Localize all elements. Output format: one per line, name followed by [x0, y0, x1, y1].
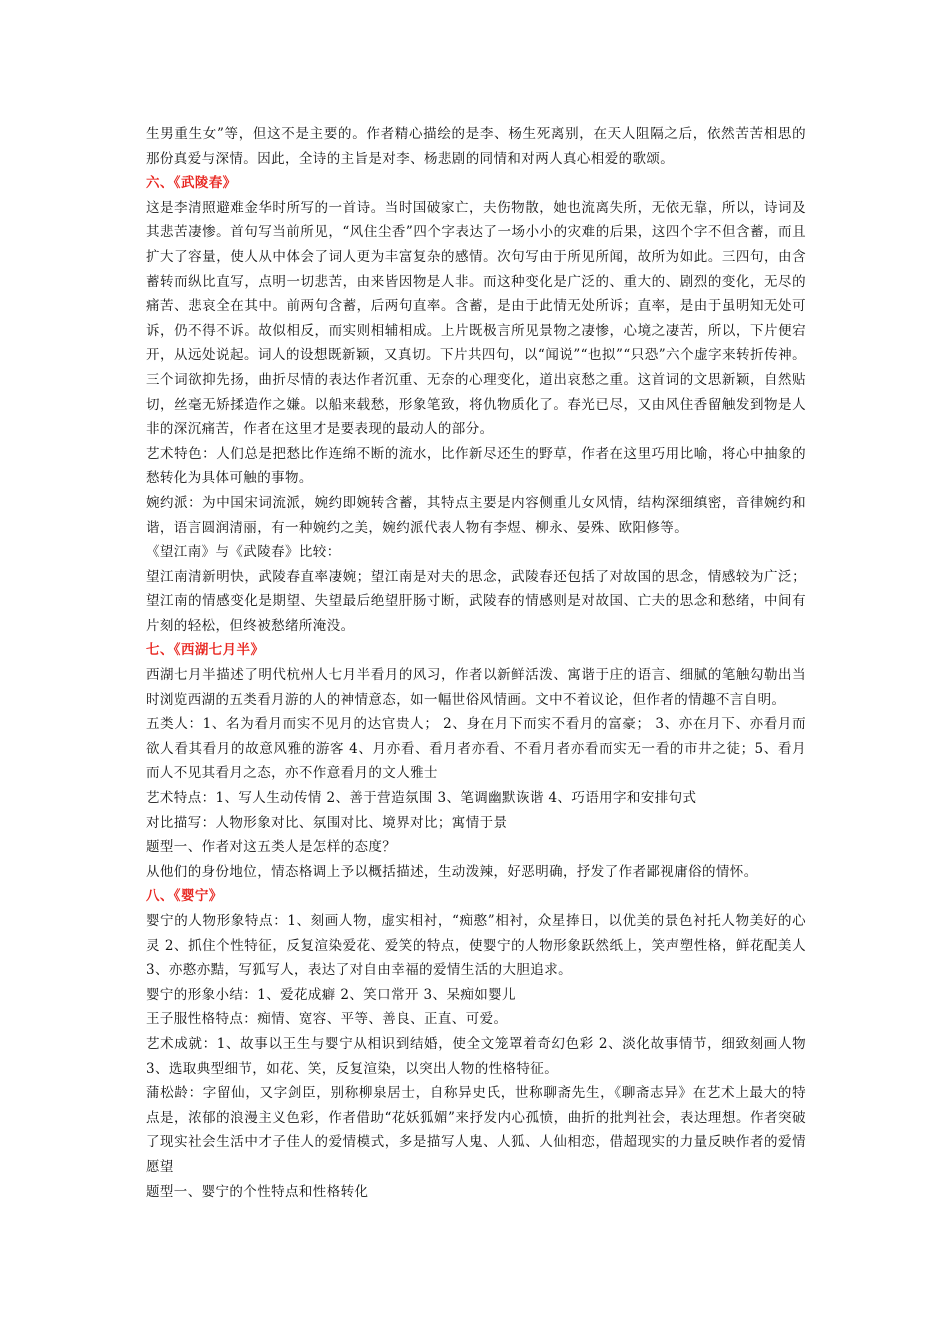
- section-7-paragraph-1: 西湖七月半描述了明代杭州人七月半看月的风习，作者以新鲜活泼、寓谐于庄的语言、细腻的笔触勾勒出当时浏览西湖的五类看月游的人的神情意态，如一幅世俗风情画。文中不着议论，但作者的情趣不言自明。: [146, 667, 806, 708]
- section-6-heading: 六、《武陵春》: [146, 175, 237, 192]
- section-7-paragraph-6: 从他们的身份地位，情态格调上予以概括描述，生动泼辣，好恶明确，抒发了作者鄙视庸俗的情怀。: [146, 863, 758, 880]
- section-8-heading: 八、《婴宁》: [146, 888, 223, 905]
- section-6-paragraph-3: 婉约派：为中国宋词流派，婉约即婉转含蓄，其特点主要是内容侧重儿女风情，结构深细缜密，音律婉约和谐，语言圆润清丽，有一种婉约之美，婉约派代表人物有李煜、柳永、晏殊、欧阳修等。: [146, 494, 806, 536]
- section-8-paragraph-6: 题型一、婴宁的个性特点和性格转化: [146, 1183, 369, 1200]
- section-6-paragraph-1: 这是李清照避难金华时所写的一首诗。当时国破家亡，夫伤物散，她也流离失所，无依无靠，所以，诗词及其悲苦凄惨。首句写当前所见，“风住尘香”四个字表达了一场小小的灾难的后果，这四个字不但含蓄，而且扩大了容量，使人从中体会了词人更为丰富复杂的感情。次句写由于所见所闻，故所为如此。三四句，由含蓄转而纵比直写，点明一切悲苦，由来皆因物是人非。而这种变化是广泛的、重大的、剧烈的变化，无尽的痛苦、悲哀全在其中。前两句含蓄，后两句直率。含蓄，是由于此情无处所诉；直率，是由于虽明知无处可诉，仍不得不诉。故似相反，而实则相辅相成。上片既极言所见景物之凄惨，心境之凄苦，所以，下片便宕开，从远处说起。词人的设想既新颖，又真切。下片共四句，以“闻说”“也拟”“只恐”六个虚字来转折传神。三个词欲抑先扬，曲折尽情的表达作者沉重、无奈的心理变化，道出哀愁之重。这首词的文思新颖，自然贴切，丝毫无矫揉造作之嫌。以船来载愁，形象笔致，将仇物质化了。春光已尽，又由风住香留触发到物是人非的深沉痛苦，作者在这里才是要表现的最动人的部分。: [146, 199, 806, 438]
- intro-paragraph: 生男重生女”等，但这不是主要的。作者精心描绘的是李、杨生死离别，在天人阻隔之后，依然苦苦相思的那份真爱与深情。因此，全诗的主旨是对李、杨悲剧的同情和对两人真心相爱的歌颂。: [146, 126, 806, 167]
- section-7-paragraph-2: 五类人：1、名为看月而实不见月的达官贵人； 2、身在月下而实不看月的富豪； 3、亦在月下、亦看月而欲人看其看月的故意风雅的游客 4、月亦看、看月者亦看、不看月者亦看而实无一看的市井之徒；5、看月而人不见其看月之态，亦不作意看月的文人雅士: [146, 716, 806, 782]
- section-8-paragraph-1: 婴宁的人物形象特点：1、刻画人物，虚实相衬，“痴憨”相衬，众星捧日，以优美的景色衬托人物美好的心灵 2、抓住个性特征，反复渲染爱花、爱笑的特点，使婴宁的人物形象跃然纸上，笑声塑性格，鲜花配美人 3、亦憨亦黠，写狐写人，表达了对自由幸福的爱情生活的大胆追求。: [146, 913, 806, 979]
- section-6-paragraph-4: 《望江南》与《武陵春》比较：: [146, 544, 341, 561]
- section-8-paragraph-4: 艺术成就：1、故事以王生与婴宁从相识到结婚，使全文笼罩着奇幻色彩 2、淡化故事情节，细致刻画人物 3、选取典型细节，如花、笑，反复渲染，以突出人物的性格特征。: [146, 1035, 806, 1077]
- section-7-heading: 七、《西湖七月半》: [146, 642, 265, 659]
- section-8-paragraph-3: 王子服性格特点：痴情、宽容、平等、善良、正直、可爱。: [146, 1011, 508, 1028]
- section-7-paragraph-3: 艺术特点：1、写人生动传情 2、善于营造氛围 3、笔调幽默诙谐 4、巧语用字和安排句式: [146, 790, 697, 807]
- section-6-paragraph-5: 望江南清新明快，武陵春直率凄婉；望江南是对夫的思念，武陵春还包括了对故国的思念，情感较为广泛；望江南的情感变化是期望、失望最后绝望肝肠寸断，武陵春的情感则是对故国、亡夫的思念和愁绪，中间有片刻的轻松，但终被愁绪所淹没。: [146, 568, 806, 634]
- section-6-paragraph-2: 艺术特色：人们总是把愁比作连绵不断的流水，比作新尽还生的野草，作者在这里巧用比喻，将心中抽象的愁转化为具体可触的事物。: [146, 445, 806, 487]
- document-page: [146, 122, 806, 1204]
- section-7-paragraph-4: 对比描写：人物形象对比、氛围对比、境界对比；寓情于景: [146, 814, 508, 831]
- section-7-paragraph-5: 题型一、作者对这五类人是怎样的态度？: [146, 839, 397, 856]
- section-8-paragraph-5: 蒲松龄：字留仙，又字剑臣，别称柳泉居士，自称异史氏，世称聊斋先生，《聊斋志异》在艺术上最大的特点是，浓郁的浪漫主义色彩，作者借助“花妖狐媚”来抒发内心孤愤，曲折的批判社会，表达理想。作者突破了现实社会生活中才子佳人的爱情模式，多是描写人鬼、人狐、人仙相恋，借超现实的力量反映作者的爱情愿望: [146, 1085, 806, 1175]
- section-8-paragraph-2: 婴宁的形象小结：1、爱花成癖 2、笑口常开 3、呆痴如婴儿: [146, 986, 516, 1003]
